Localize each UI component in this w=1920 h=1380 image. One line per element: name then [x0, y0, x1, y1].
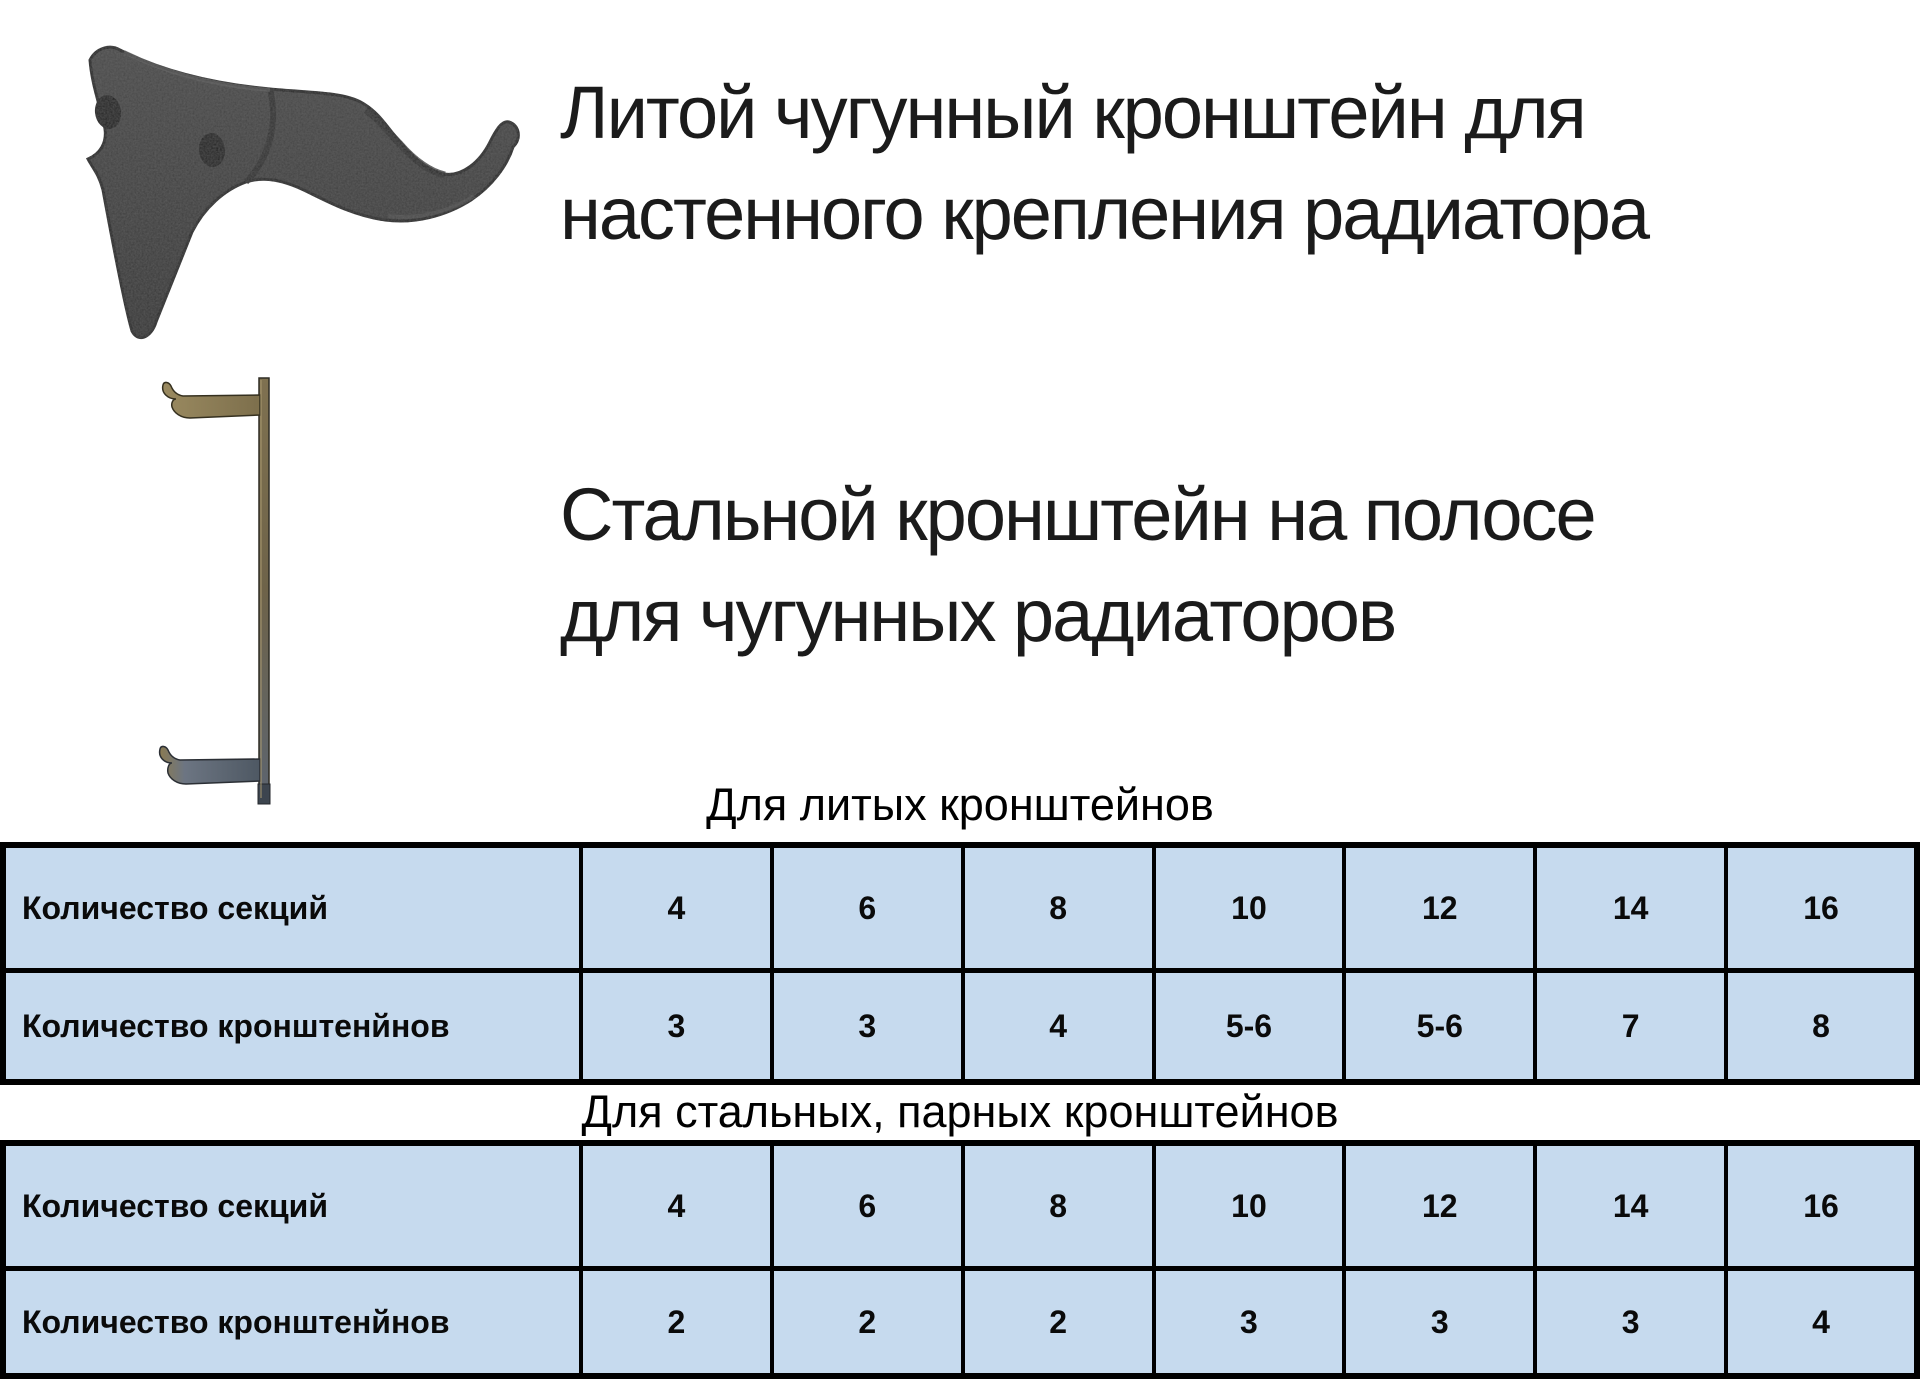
cast-bracket-heading-line2: настенного крепления радиатора: [560, 172, 1649, 255]
cast-brackets-table-title: Для литых кронштейнов: [706, 779, 1214, 830]
cell-value: 12: [1344, 845, 1535, 971]
cell-value: 3: [772, 971, 963, 1083]
cell-value: 4: [1726, 1269, 1917, 1377]
steel-bracket-image: [156, 372, 288, 814]
steel-bracket-heading-line1: Стальной кронштейн на полосе: [560, 473, 1595, 556]
cell-value: 6: [772, 1143, 963, 1269]
row-label: Количество кронштенйнов: [3, 1269, 581, 1377]
cell-value: 2: [581, 1269, 772, 1377]
table-row-sections: [3, 1143, 1917, 1269]
steel-brackets-table-title: Для стальных, парных кронштейнов: [581, 1086, 1339, 1137]
cast-bracket-heading: [560, 62, 1648, 264]
cell-value: 8: [963, 1143, 1154, 1269]
row-label: Количество секций: [3, 1143, 581, 1269]
table-row-brackets: [3, 1269, 1917, 1377]
steel-bracket-heading: [560, 464, 1595, 666]
cell-value: 5-6: [1344, 971, 1535, 1083]
cell-value: 6: [772, 845, 963, 971]
cell-value: 4: [581, 845, 772, 971]
cell-value: 16: [1726, 845, 1917, 971]
table-row-sections: [3, 845, 1917, 971]
steel-bracket-heading-line2: для чугунных радиаторов: [560, 574, 1396, 657]
cell-value: 14: [1535, 845, 1726, 971]
steel-brackets-table: [0, 1140, 1920, 1379]
cell-value: 14: [1535, 1143, 1726, 1269]
cell-value: 12: [1344, 1143, 1535, 1269]
cell-value: 7: [1535, 971, 1726, 1083]
cell-value: 8: [963, 845, 1154, 971]
cell-value: 3: [581, 971, 772, 1083]
cell-value: 4: [963, 971, 1154, 1083]
cast-iron-bracket-image: [44, 26, 522, 356]
cast-bracket-heading-line1: Литой чугунный кронштейн для: [560, 71, 1585, 154]
row-label: Количество кронштенйнов: [3, 971, 581, 1083]
row-label: Количество секций: [3, 845, 581, 971]
table-row-brackets: [3, 971, 1917, 1083]
cell-value: 2: [963, 1269, 1154, 1377]
cell-value: 3: [1535, 1269, 1726, 1377]
cell-value: 3: [1154, 1269, 1345, 1377]
cell-value: 2: [772, 1269, 963, 1377]
cell-value: 8: [1726, 971, 1917, 1083]
cell-value: 3: [1344, 1269, 1535, 1377]
cast-brackets-table: [0, 842, 1920, 1085]
cell-value: 16: [1726, 1143, 1917, 1269]
cell-value: 4: [581, 1143, 772, 1269]
cell-value: 10: [1154, 845, 1345, 971]
cell-value: 5-6: [1154, 971, 1345, 1083]
cell-value: 10: [1154, 1143, 1345, 1269]
